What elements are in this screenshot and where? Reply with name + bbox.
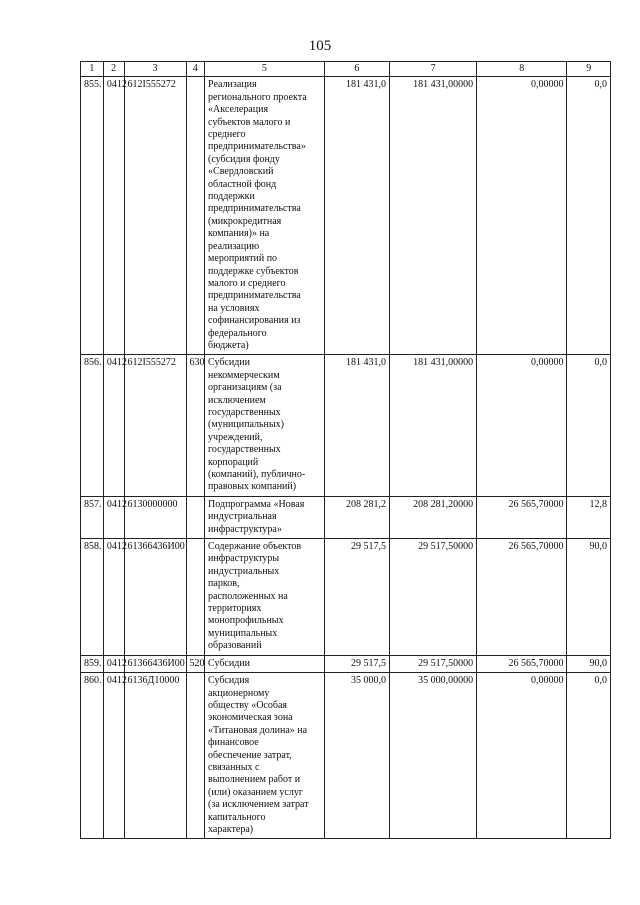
description-line: корпораций xyxy=(208,456,259,468)
description-line: на условиях xyxy=(208,302,260,314)
header-row xyxy=(81,62,611,77)
row-number-cell: 855. xyxy=(81,77,104,355)
amount-cell: 181 431,0 xyxy=(324,77,389,355)
description-line: (микрокредитная xyxy=(208,215,282,227)
amount-cell: 29 517,5 xyxy=(324,539,389,656)
amount-cell: 208 281,2 xyxy=(324,496,389,538)
expense-type-cell xyxy=(186,496,205,538)
description-line: расположенных на xyxy=(208,590,288,602)
amount-cell: 0,00000 xyxy=(477,673,567,839)
section-code-cell: 0412 xyxy=(103,496,124,538)
page-number: 105 xyxy=(308,38,332,54)
row-number-cell: 860. xyxy=(81,673,104,839)
expense-type-cell xyxy=(186,673,205,839)
column-header: 2 xyxy=(103,62,124,77)
target-code-cell: 6136Д10000 xyxy=(124,673,186,839)
description-line: обеспечение затрат, xyxy=(208,749,292,761)
description-line: правовых компаний) xyxy=(208,481,297,493)
description-line: монопрофильных xyxy=(208,615,284,627)
description-line: среднего xyxy=(208,129,246,141)
row-number-cell: 857. xyxy=(81,496,104,538)
description-line: (субсидия фонду xyxy=(208,153,280,165)
description-line: акционерному xyxy=(208,687,270,699)
description-line: Субсидии xyxy=(208,357,251,369)
percent-cell: 0,0 xyxy=(567,673,611,839)
description-line: исключением xyxy=(208,394,266,406)
target-code-cell: 61366436И00 xyxy=(124,539,186,656)
row-number-cell: 856. xyxy=(81,355,104,496)
column-header: 5 xyxy=(205,62,325,77)
amount-cell: 26 565,70000 xyxy=(477,539,567,656)
column-header: 8 xyxy=(477,62,567,77)
description-line: «Акселерация xyxy=(208,104,269,116)
table-row xyxy=(81,77,611,355)
description-line: некоммерческим xyxy=(208,369,280,381)
table-row xyxy=(81,496,611,538)
description-line: индустриальная xyxy=(208,511,277,523)
amount-cell: 35 000,0 xyxy=(324,673,389,839)
description-line: предпринимательства» xyxy=(208,141,306,153)
target-code-cell: 612I555272 xyxy=(124,77,186,355)
amount-cell: 26 565,70000 xyxy=(477,655,567,672)
description-line: Реализация xyxy=(208,79,257,91)
description-line: капитального xyxy=(208,811,266,823)
section-code-cell: 0412 xyxy=(103,355,124,496)
amount-cell: 208 281,20000 xyxy=(390,496,477,538)
expense-type-cell: 630 xyxy=(186,355,205,496)
column-header: 3 xyxy=(124,62,186,77)
description-line: предпринимательства xyxy=(208,203,301,215)
target-code-cell: 61366436И00 xyxy=(124,655,186,672)
percent-cell: 0,0 xyxy=(567,77,611,355)
description-line: инфраструктура» xyxy=(208,523,282,535)
description-line: экономическая зона xyxy=(208,712,293,724)
percent-cell: 0,0 xyxy=(567,355,611,496)
description-line: областной фонд xyxy=(208,178,277,190)
amount-cell: 0,00000 xyxy=(477,355,567,496)
budget-table xyxy=(80,61,611,839)
description-line: парков, xyxy=(208,578,240,590)
description-line: софинансирования из xyxy=(208,315,301,327)
column-header: 1 xyxy=(81,62,104,77)
expense-type-cell xyxy=(186,539,205,656)
description-cell xyxy=(205,496,325,538)
section-code-cell: 0412 xyxy=(103,77,124,355)
description-line: бюджета) xyxy=(208,339,249,351)
description-line: связанных с xyxy=(208,761,260,773)
expense-type-cell: 520 xyxy=(186,655,205,672)
target-code-cell: 6130000000 xyxy=(124,496,186,538)
amount-cell: 26 565,70000 xyxy=(477,496,567,538)
description-line: Подпрограмма «Новая xyxy=(208,498,305,510)
description-line: финансовое xyxy=(208,737,259,749)
percent-cell: 90,0 xyxy=(567,539,611,656)
description-line: муниципальных xyxy=(208,627,278,639)
section-code-cell: 0412 xyxy=(103,655,124,672)
description-line: обществу «Особая xyxy=(208,699,287,711)
description-line: индустриальных xyxy=(208,565,280,577)
description-line: (компаний), публично- xyxy=(208,469,306,480)
description-cell xyxy=(205,77,325,355)
description-line: (или) оказанием услуг xyxy=(208,786,303,798)
description-line: Содержание объектов xyxy=(208,541,302,553)
column-header: 4 xyxy=(186,62,205,77)
description-line: государственных xyxy=(208,444,281,456)
target-code-cell: 612I555272 xyxy=(124,355,186,496)
description-line: мероприятий по xyxy=(208,253,278,265)
description-line: организациям (за xyxy=(208,382,282,394)
description-line: малого и среднего xyxy=(208,277,286,289)
description-line: компания)» на xyxy=(208,228,270,240)
table-body xyxy=(81,77,611,839)
description-line: реализацию xyxy=(208,240,260,252)
description-line: (за исключением затрат xyxy=(208,799,309,811)
description-line: Субсидии xyxy=(208,657,251,669)
description-line: Субсидия xyxy=(208,675,250,687)
expense-type-cell xyxy=(186,77,205,355)
section-code-cell: 0412 xyxy=(103,673,124,839)
amount-cell: 29 517,50000 xyxy=(390,539,477,656)
table-row xyxy=(81,355,611,496)
description-line: (муниципальных) xyxy=(208,419,284,431)
description-line: учреждений, xyxy=(208,431,263,443)
description-line: регионального проекта xyxy=(208,91,307,103)
description-line: «Титановая долина» на xyxy=(208,724,308,736)
amount-cell: 181 431,00000 xyxy=(390,355,477,496)
description-line: характера) xyxy=(208,823,254,835)
table-row xyxy=(81,539,611,656)
amount-cell: 181 431,0 xyxy=(324,355,389,496)
description-line: выполнением работ и xyxy=(208,774,301,786)
row-number-cell: 858. xyxy=(81,539,104,656)
description-line: образований xyxy=(208,640,262,652)
column-header: 6 xyxy=(324,62,389,77)
description-line: субъектов малого и xyxy=(208,116,291,128)
column-header: 9 xyxy=(567,62,611,77)
table-row xyxy=(81,673,611,839)
table-row xyxy=(81,655,611,672)
row-number-cell: 859. xyxy=(81,655,104,672)
amount-cell: 29 517,50000 xyxy=(390,655,477,672)
description-line: территориях xyxy=(208,603,262,615)
description-line: инфраструктуры xyxy=(208,553,280,565)
amount-cell: 181 431,00000 xyxy=(390,77,477,355)
description-line: «Свердловский xyxy=(208,166,274,178)
description-line: государственных xyxy=(208,406,281,418)
amount-cell: 35 000,00000 xyxy=(390,673,477,839)
description-cell xyxy=(205,673,325,839)
column-header: 7 xyxy=(390,62,477,77)
description-line: поддержки xyxy=(208,191,255,203)
description-line: федерального xyxy=(208,327,267,339)
description-line: предпринимательства xyxy=(208,290,301,302)
description-cell xyxy=(205,355,325,496)
description-line: поддержке субъектов xyxy=(208,265,299,277)
percent-cell: 90,0 xyxy=(567,655,611,672)
amount-cell: 29 517,5 xyxy=(324,655,389,672)
section-code-cell: 0412 xyxy=(103,539,124,656)
description-cell xyxy=(205,655,325,672)
amount-cell: 0,00000 xyxy=(477,77,567,355)
percent-cell: 12,8 xyxy=(567,496,611,538)
description-cell xyxy=(205,539,325,656)
